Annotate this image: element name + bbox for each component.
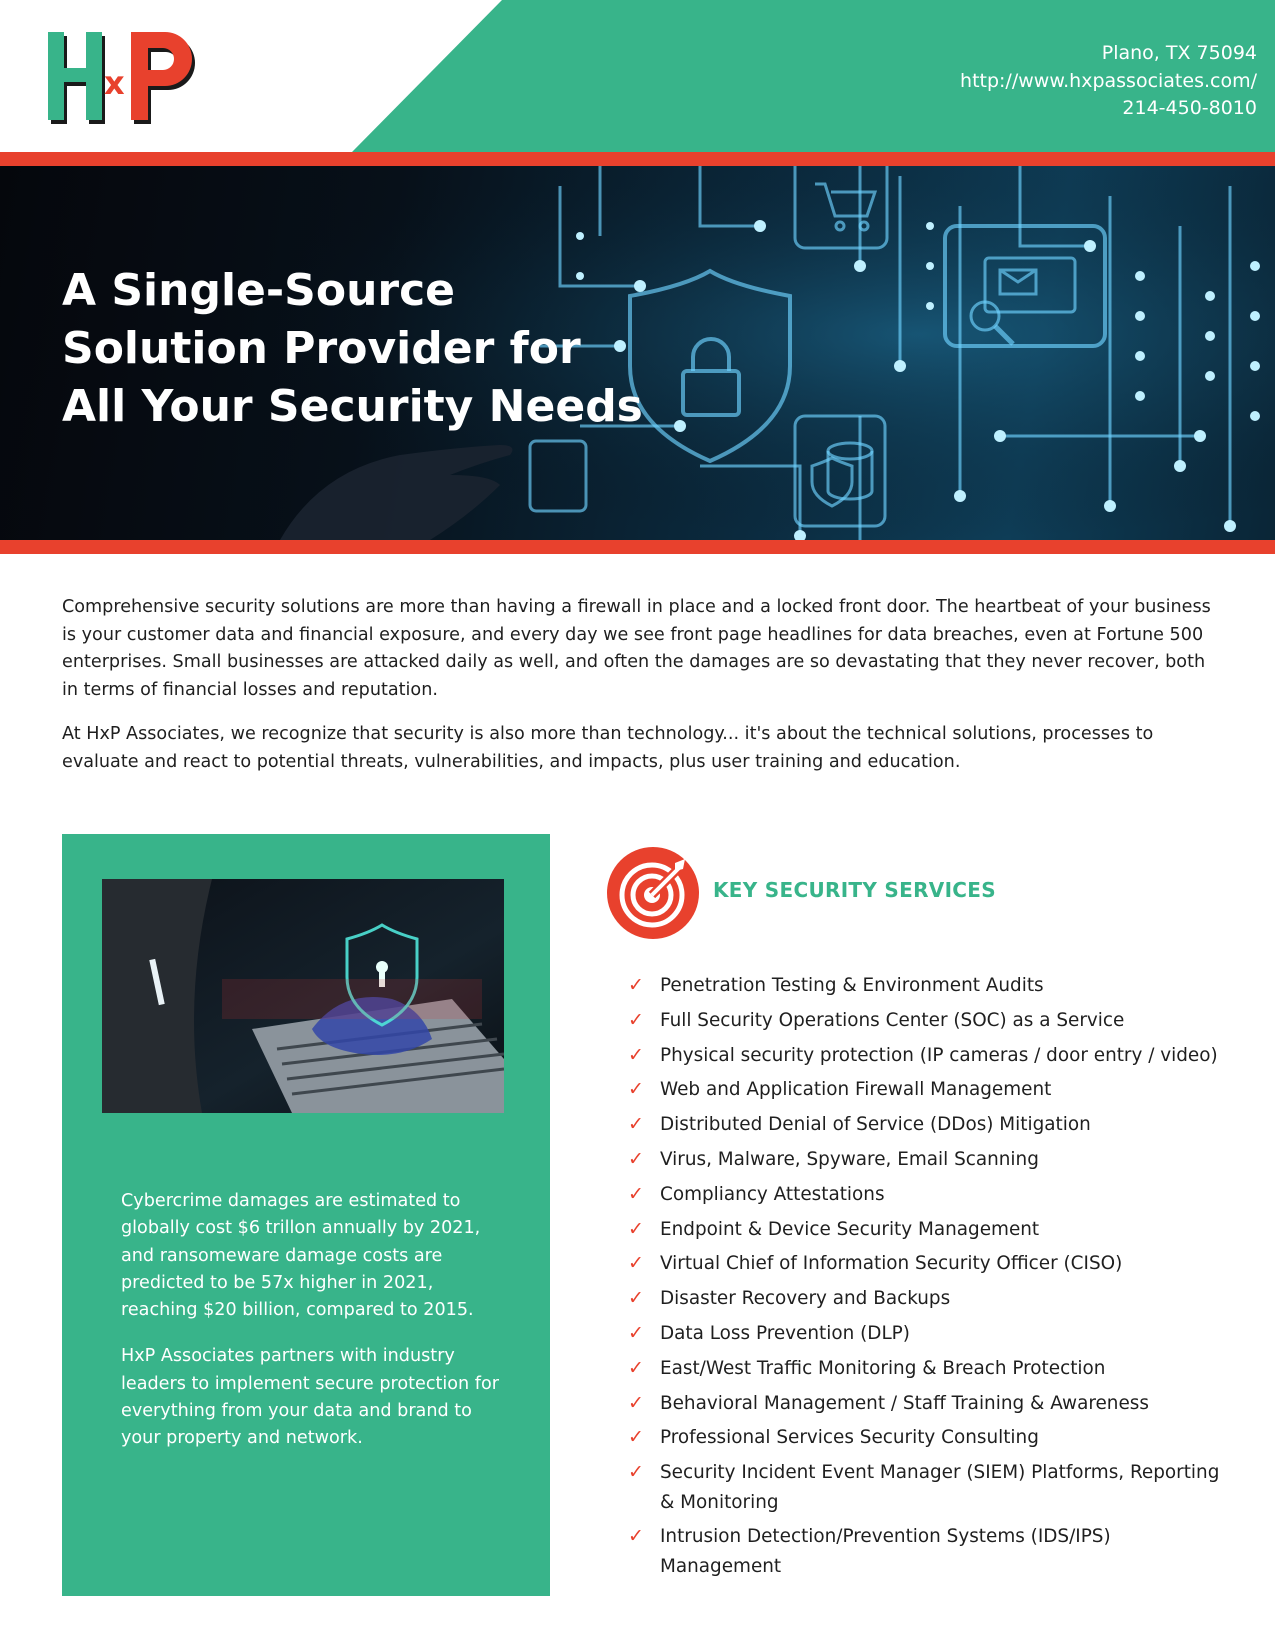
panel-paragraph-1: Cybercrime damages are estimated to globally cost $6 trillon annually by 2021, and ransomeware damage costs are predicted to be 57x higher in 2021, reaching $20 billion, compared to 2015. [121,1191,481,1321]
service-item [628,1458,1228,1517]
service-item [628,1249,1228,1279]
service-item-label: Endpoint & Device Security Management [660,1218,1040,1240]
checkmark-icon: ✓ [628,1461,644,1484]
stats-panel [62,834,550,1596]
laptop-photo-image [102,879,504,1113]
service-item [628,1319,1228,1349]
checkmark-icon: ✓ [628,1008,644,1031]
checkmark-icon: ✓ [628,1287,644,1310]
service-item-label: Behavioral Management / Staff Training & Awareness [660,1392,1149,1414]
checkmark-icon: ✓ [628,1321,644,1344]
intro-paragraph-1: Comprehensive security solutions are more than having a firewall in place and a locked front door. The heartbeat of your business is your customer data and financial exposure, and every day we see front page headlines for data breaches, even at Fortune 500 enterprises. Small businesses are attacked daily as well, and often the damages are so devastating that they never recover, both in terms of financial losses and reputation. [62,597,1211,700]
service-item-label: Data Loss Prevention (DLP) [660,1322,910,1344]
service-item [628,971,1228,1001]
service-item-label: Full Security Operations Center (SOC) as a Service [660,1009,1125,1031]
service-item [628,1354,1228,1384]
hero-title-line-1: A Single-Source [62,265,456,316]
service-item-label: Security Incident Event Manager (SIEM) Platforms, Reporting & Monitoring [660,1462,1220,1513]
checkmark-icon: ✓ [628,1391,644,1414]
checkmark-icon: ✓ [628,1252,644,1275]
panel-paragraph-2: HxP Associates partners with industry leaders to implement secure protection for everything from your data and brand to your property and network. [121,1346,499,1449]
service-item [628,1041,1228,1071]
hxp-logo [46,28,206,128]
service-item [628,1110,1228,1140]
service-item-label: Compliancy Attestations [660,1183,885,1205]
checkmark-icon: ✓ [628,1043,644,1066]
checkmark-icon: ✓ [628,1426,644,1449]
service-item-label: Physical security protection (IP cameras / door entry / video) [660,1044,1218,1066]
service-item [628,1145,1228,1175]
service-item-label: Disaster Recovery and Backups [660,1288,951,1310]
services-list [628,971,1228,1587]
checkmark-icon: ✓ [628,1525,644,1548]
intro-paragraph-2: At HxP Associates, we recognize that security is also more than technology... it's about the technical solutions, processes to evaluate and react to potential threats, vulnerabilities, and impacts, plus user training and education. [62,724,1154,772]
service-item-label: Virus, Malware, Spyware, Email Scanning [660,1148,1039,1170]
header-red-divider [0,152,1275,166]
service-item-label: East/West Traffic Monitoring & Breach Protection [660,1357,1106,1379]
service-item-label: Distributed Denial of Service (DDos) Mitigation [660,1114,1091,1136]
contact-website-link[interactable]: http://www.hxpassociates.com/ [960,69,1257,92]
checkmark-icon: ✓ [628,1147,644,1170]
service-item [628,1423,1228,1453]
hero-title [62,262,702,436]
target-icon [605,845,701,941]
service-item [628,1006,1228,1036]
checkmark-icon: ✓ [628,1078,644,1101]
checkmark-icon: ✓ [628,1217,644,1240]
stats-panel-text [121,1188,511,1472]
contact-block [960,40,1257,123]
service-item-label: Virtual Chief of Information Security Officer (CISO) [660,1253,1123,1275]
service-item [628,1284,1228,1314]
service-item-label: Penetration Testing & Environment Audits [660,975,1044,996]
service-item-label: Intrusion Detection/Prevention Systems (IDS/IPS) Management [660,1526,1111,1577]
checkmark-icon: ✓ [628,1356,644,1379]
page-header [0,0,1275,152]
checkmark-icon: ✓ [628,1182,644,1205]
service-item-label: Professional Services Security Consulting [660,1427,1039,1449]
checkmark-icon: ✓ [628,1113,644,1136]
service-item-label: Web and Application Firewall Management [660,1079,1052,1101]
hero-red-divider [0,540,1275,554]
services-title: KEY SECURITY SERVICES [713,878,996,902]
service-item [628,1522,1228,1581]
service-item [628,1180,1228,1210]
hero-title-line-2: Solution Provider for [62,323,581,374]
svg-text:x: x [104,64,125,102]
hero-banner [0,166,1275,540]
laptop-security-photo [102,879,504,1113]
contact-phone[interactable]: 214-450-8010 [1122,97,1257,119]
service-item [628,1075,1228,1105]
service-item [628,1215,1228,1245]
intro-section [62,594,1212,793]
checkmark-icon: ✓ [628,974,644,996]
contact-address: Plano, TX 75094 [1101,42,1257,64]
service-item [628,1389,1228,1419]
hxp-logo-icon [46,28,206,128]
hero-title-line-3: All Your Security Needs [62,381,643,432]
